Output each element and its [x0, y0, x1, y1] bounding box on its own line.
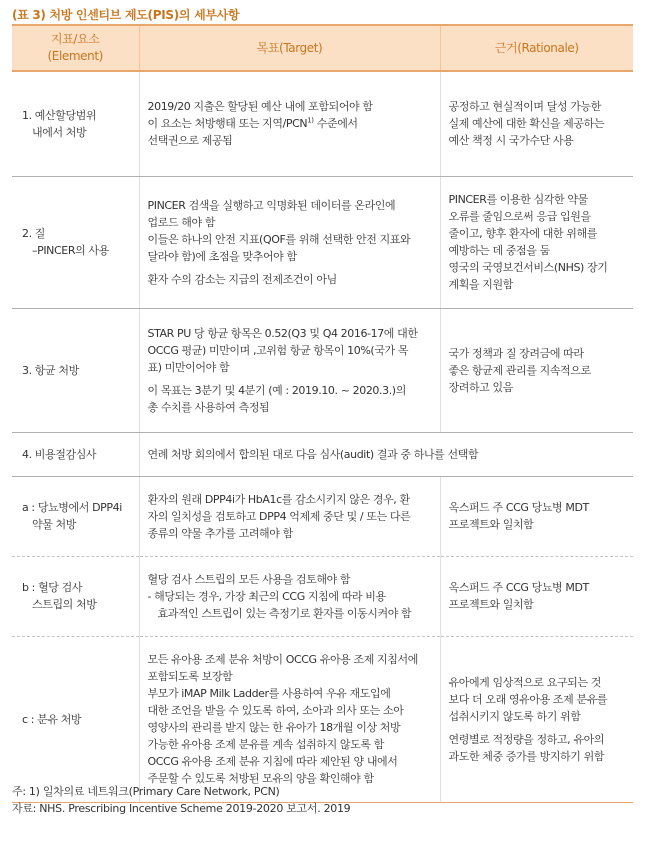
table-row	[12, 476, 633, 556]
target-line: 종류의 약물 추가를 고려해야 함	[147, 526, 293, 540]
target-line: 대한 조언을 받을 수 있도록 하여, 소아과 의사 또는 소아	[147, 704, 404, 717]
table-row	[12, 308, 633, 432]
rationale-line: 유아에게 임상적으로 요구되는 것	[448, 675, 601, 689]
rationale-line: 연령별로 적정량을 정하고, 유아의	[448, 732, 605, 746]
target-line: 이들은 하나의 안전 지표(QOF를 위해 선택한 안전 지표와	[147, 232, 411, 246]
target-cell	[139, 71, 440, 176]
target-line: 이 목표는 3분기 및 4분기 (예 : 2019.10. ~ 2020.3.)의	[147, 383, 406, 397]
element-cell	[12, 476, 139, 556]
target-line: 영양사의 관리를 받지 않는 한 유아가 18개월 이상 처방	[147, 721, 401, 734]
rationale-line: 옥스퍼드 주 CCG 당뇨병 MDT	[448, 501, 589, 514]
rationale-line: 예방하는 데 중점을 둠	[448, 244, 550, 257]
target-line: 자의 일치성을 검토하고 DPP4 억제제 중단 및 / 또는 다른	[147, 509, 411, 523]
element-cell	[12, 71, 139, 176]
element-cell	[12, 432, 139, 476]
table-header-row	[12, 25, 633, 71]
element-line: –PINCER의 사용	[32, 244, 109, 257]
table-caption: (표 3) 처방 인센티브 제도(PIS)의 세부사항	[12, 8, 240, 22]
target-line: 환자의 원래 DPP4i가 HbA1c를 감소시키지 않은 경우, 환	[147, 492, 410, 506]
rationale-line: 예산 책정 시 국가수단 사용	[448, 134, 574, 148]
target-line: 혈당 검사 스트립의 모든 사용을 검토해야 함	[147, 572, 351, 586]
element-cell	[12, 636, 139, 802]
element-line: b : 혈당 검사	[22, 581, 83, 594]
target-cell	[139, 556, 440, 636]
target-line: 부모가 iMAP Milk Ladder를 사용하여 우유 재도입에	[147, 687, 391, 700]
target-line: OCCG 평균) 미만이며 ,고위험 항균 항목이 10%(국가 목	[147, 343, 409, 357]
rationale-line: 실제 예산에 대한 확신을 제공하는	[448, 117, 605, 131]
header-rationale: 근거(Rationale)	[440, 25, 633, 71]
rationale-line: 보다 더 오래 영유아용 조제 분유를	[448, 692, 608, 706]
element-line: 2. 질	[22, 227, 46, 240]
rationale-line: 계획을 지원함	[448, 278, 513, 291]
element-cell	[12, 308, 139, 432]
element-line: 내에서 처방	[32, 125, 87, 139]
rationale-cell	[440, 71, 633, 176]
rationale-line: 공정하고 현실적이며 달성 가능한	[448, 100, 601, 114]
rationale-cell	[440, 176, 633, 308]
target-line: 모든 유아용 조제 분유 처방이 OCCG 유아용 조제 지침서에	[147, 653, 418, 666]
table-row	[12, 71, 633, 176]
target-cell	[139, 176, 440, 308]
target-line: STAR PU 당 항균 항목은 0.52(Q3 및 Q4 2016-17에 대한	[147, 326, 418, 340]
table-notes	[12, 783, 350, 817]
header-element-line1: 지표/요소	[51, 32, 100, 46]
footnote-marker: 1)	[307, 116, 314, 125]
target-line: OCCG 유아용 조제 분유 지침에 따라 제안된 양 내에서	[147, 755, 398, 768]
element-cell	[12, 556, 139, 636]
element-line: 1. 예산할당범위	[22, 108, 97, 122]
element-line: 스트립의 처방	[32, 598, 97, 611]
target-line: 연례 처방 회의에서 합의된 대로 다음 심사(audit) 결과 중 하나를 선택함	[147, 447, 479, 461]
target-line: 2019/20 지출은 할당된 예산 내에 포함되어야 함	[147, 100, 373, 114]
footnote: 주: 1) 일차의료 네트워크(Primary Care Network, PCN)	[12, 785, 280, 798]
target-line: PINCER 검색을 실행하고 익명화된 데이터를 온라인에	[147, 198, 396, 212]
table-row	[12, 636, 633, 802]
element-cell	[12, 176, 139, 308]
target-cell	[139, 308, 440, 432]
target-line	[148, 115, 432, 132]
rationale-cell	[440, 308, 633, 432]
rationale-line: 영국의 국영보건서비스(NHS) 장기	[448, 261, 608, 274]
target-line: 가능한 유아용 조제 분유를 계속 섭취하지 않도록 함	[147, 738, 384, 751]
pis-details-table	[12, 24, 633, 803]
target-cell-wide	[139, 432, 633, 476]
target-line: 총 수치를 사용하여 측정됨	[147, 400, 270, 414]
rationale-line: PINCER를 이용한 심각한 약물	[448, 193, 588, 206]
target-line: 효과적인 스트립이 있는 측정기로 환자를 이동시켜야 함	[157, 606, 412, 620]
rationale-cell	[440, 556, 633, 636]
element-line: a : 당뇨병에서 DPP4i	[22, 501, 122, 514]
target-line-text: 이 요소는 처방행태 또는 지역/PCN	[147, 117, 308, 131]
target-line: 표) 미만이어야 함	[147, 360, 230, 374]
rationale-cell	[440, 476, 633, 556]
rationale-line: 프로젝트와 일치함	[448, 518, 534, 531]
target-line: 달라야 함)에 초점을 맞추어야 함	[147, 249, 297, 263]
target-line: 포함되도록 보장함	[147, 670, 233, 683]
rationale-line: 장려하고 있음	[448, 380, 513, 394]
target-cell	[139, 476, 440, 556]
target-cell	[139, 636, 440, 802]
target-line: 선택권으로 제공됨	[147, 134, 233, 148]
header-element	[12, 25, 139, 71]
rationale-line: 프로젝트와 일치함	[448, 598, 534, 611]
rationale-cell	[440, 636, 633, 802]
header-element-line2: (Element)	[47, 49, 103, 63]
header-target: 목표(Target)	[139, 25, 440, 71]
element-line: 4. 비용절감심사	[22, 447, 97, 461]
target-line-tail: 수준에서	[313, 117, 358, 131]
table-row	[12, 432, 633, 476]
rationale-line: 과도한 체중 증가를 방지하기 위함	[448, 749, 605, 763]
rationale-line: 국가 정책과 질 장려금에 따라	[448, 346, 584, 360]
rationale-line: 섭취시키지 않도록 하기 위함	[448, 709, 581, 723]
table-row	[12, 176, 633, 308]
element-line: 3. 항균 처방	[22, 363, 79, 377]
rationale-line: 좋은 항균제 관리를 지속적으로	[448, 363, 591, 377]
element-line: 약물 처방	[32, 518, 77, 531]
source-note: 자료: NHS. Prescribing Incentive Scheme 2019-2020 보고서. 2019	[12, 802, 351, 815]
rationale-line: 오류를 줄임으로써 응급 입원을	[448, 210, 591, 223]
table-row	[12, 556, 633, 636]
element-line: c : 분유 처방	[22, 712, 82, 726]
rationale-line: 옥스퍼드 주 CCG 당뇨병 MDT	[448, 581, 589, 594]
rationale-line: 줄이고, 향후 환자에 대한 위해를	[448, 227, 597, 240]
target-line: 환자 수의 감소는 지급의 전제조건이 아님	[147, 272, 337, 286]
target-line: 주문할 수 있도록 처방된 모유의 양을 확인해야 함	[147, 772, 374, 785]
target-line: 업로드 해야 함	[147, 215, 216, 229]
target-line: - 해당되는 경우, 가장 최근의 CCG 지침에 따라 비용	[147, 589, 386, 603]
